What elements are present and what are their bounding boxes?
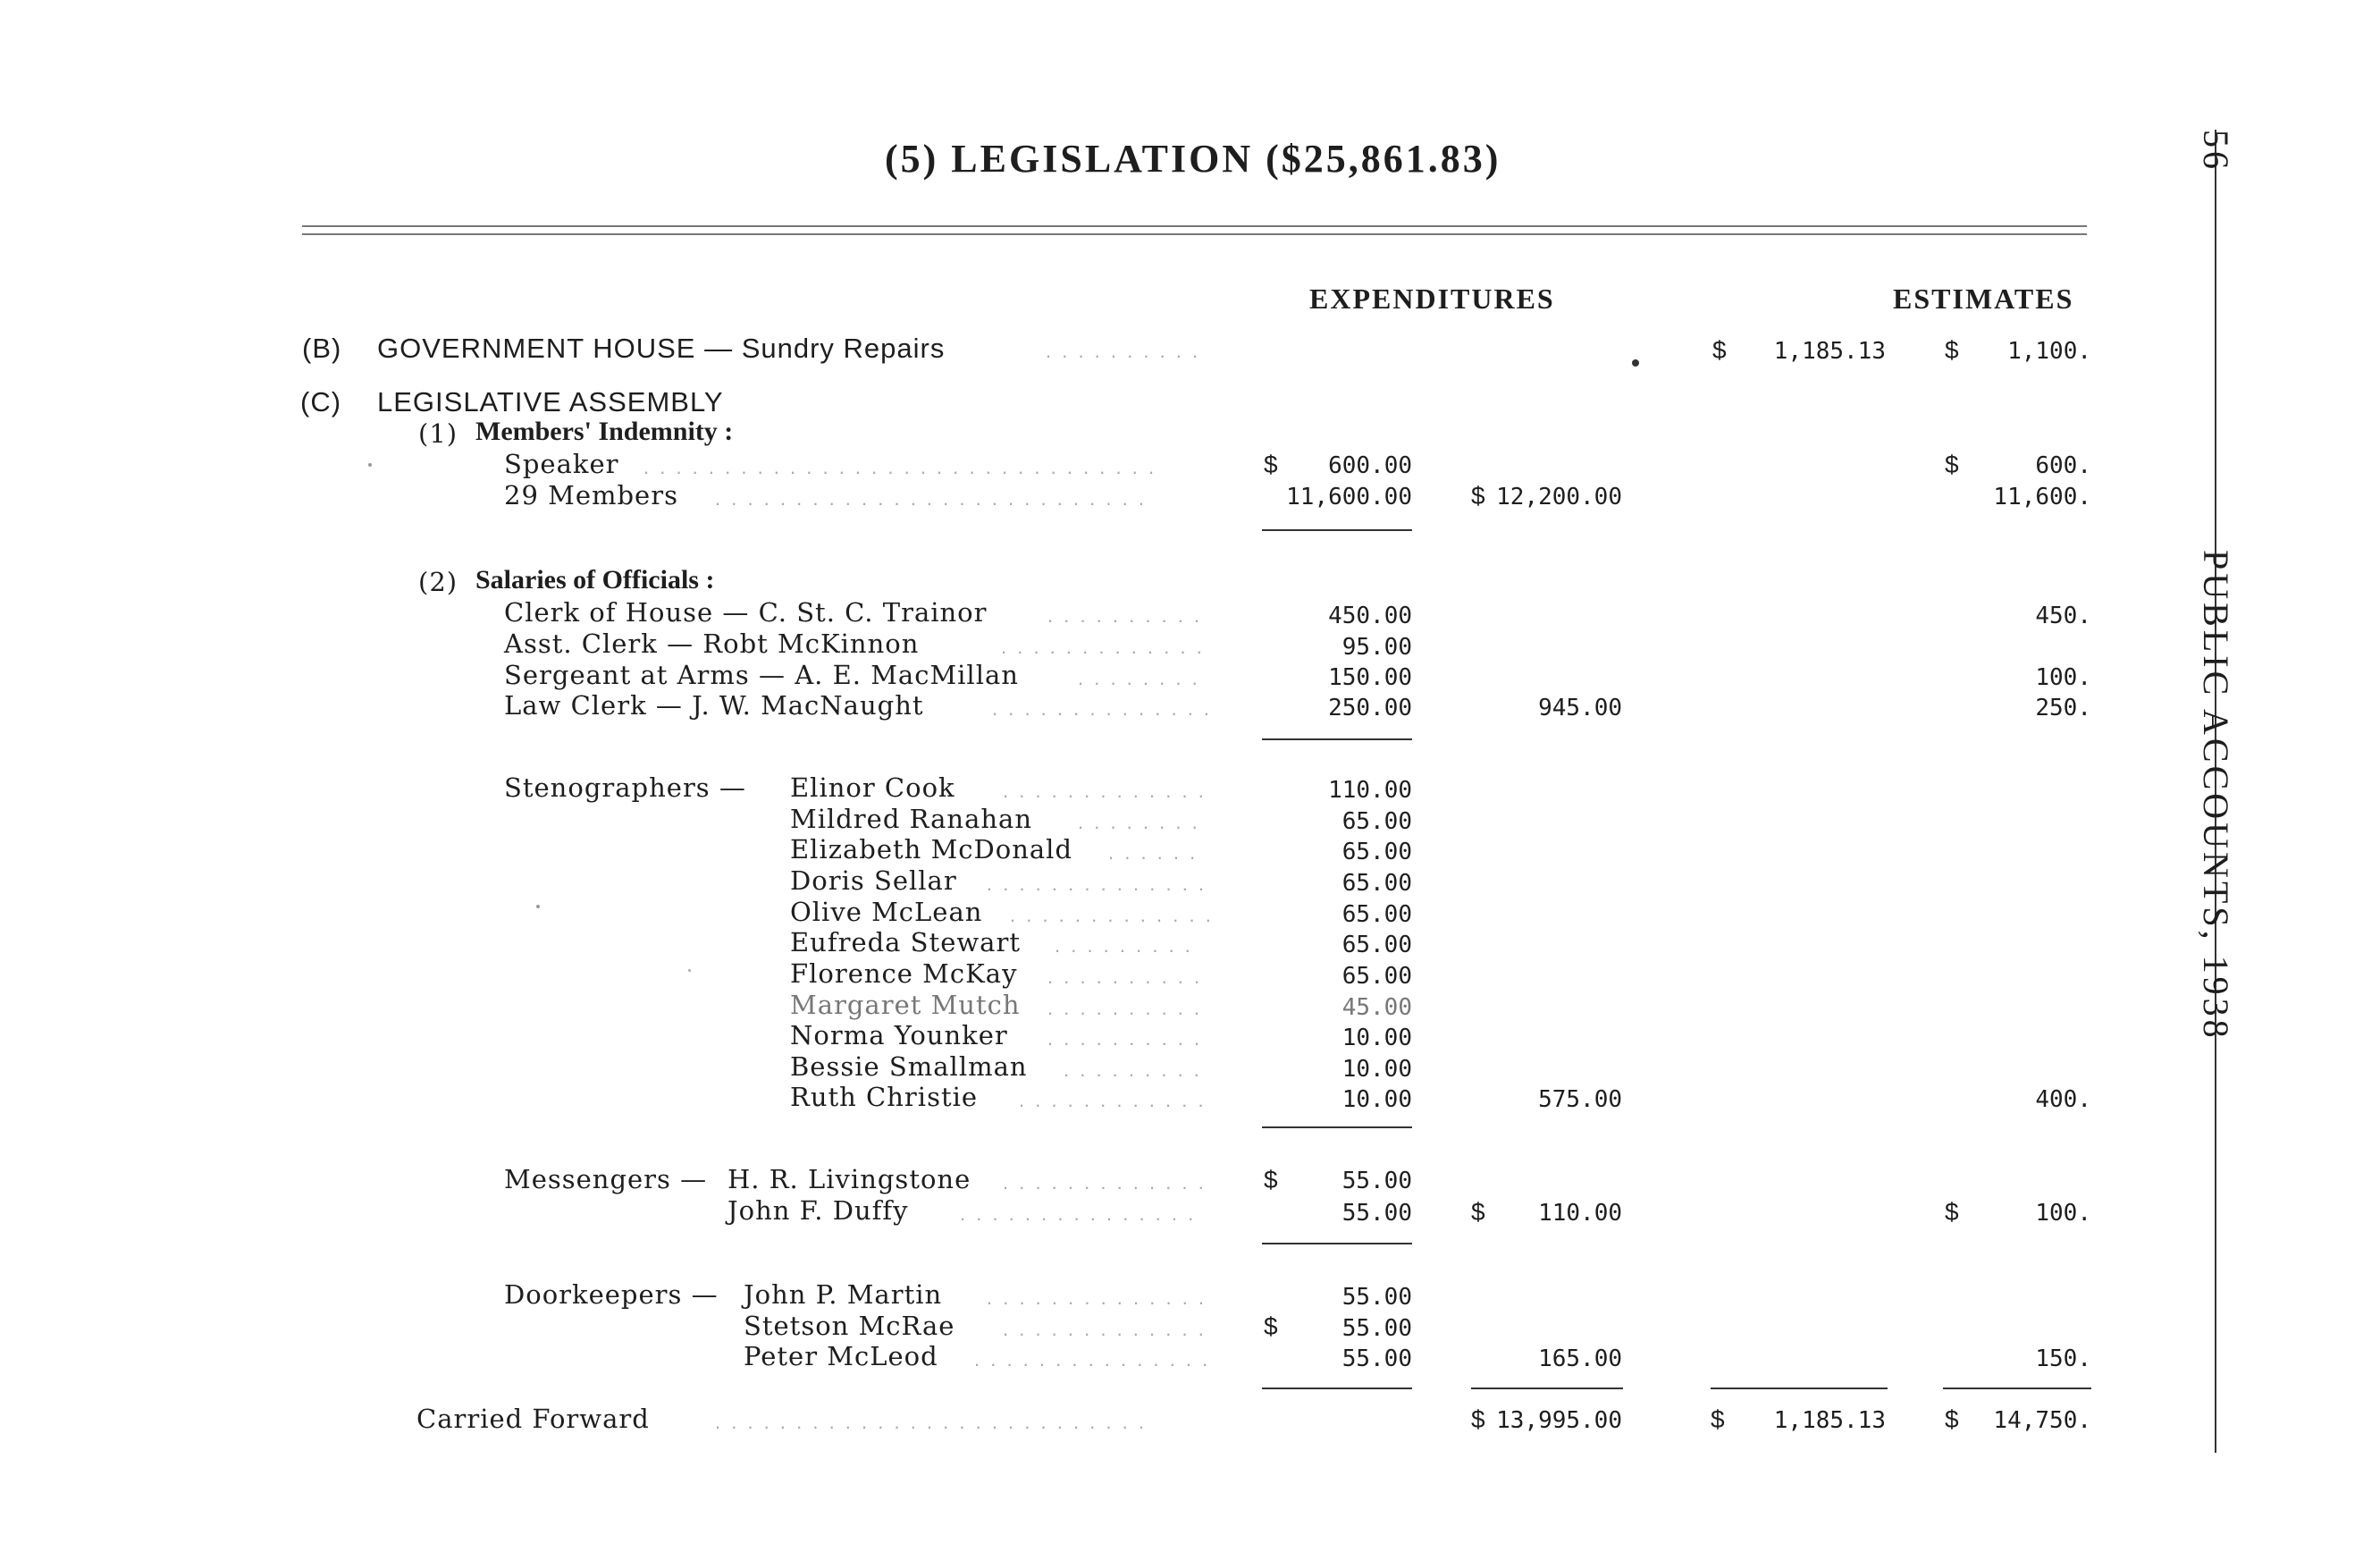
members-amount: 11,600.00 [1286,484,1412,510]
stenographer-amount: 65.00 [1341,870,1412,897]
messengers-label: Messengers — [504,1164,708,1194]
ink-speck [1632,359,1639,367]
officials-heading-number: (2) [418,567,458,597]
members-heading: Members' Indemnity : [475,417,734,446]
doorkeeper-name: Peter McLeod [744,1341,938,1371]
stenographer-name: Bessie Smallman [790,1051,1028,1082]
dollar-sign: $ [1712,336,1727,364]
leader-dots: . . . . . . . . . . . . . . [992,697,1213,720]
messenger-amount: 55.00 [1341,1200,1412,1227]
carried-forward-b-total: 1,185.13 [1773,1407,1886,1434]
dollar-sign: $ [1945,451,1959,478]
stenographer-amount: 65.00 [1341,808,1412,835]
subtotal-rule [1262,738,1412,740]
doorkeepers-label: Doorkeepers — [504,1279,719,1310]
leader-dots: . . . . . . . . . . . . . . . . . . . . . . . . . . . . . . . . [643,456,1157,478]
leader-dots: . . . . . . . . [1078,667,1200,689]
page-title: (5) LEGISLATION ($25,861.83) [885,137,1501,181]
officials-subtotal: 945.00 [1538,695,1622,721]
stenographer-name: Norma Younker [790,1020,1008,1050]
stenographers-label: Stenographers — [504,772,746,803]
title-rule-bottom [302,233,2087,235]
leader-dots: . . . . . . . . . . [1047,966,1203,988]
official-label: Sergeant at Arms — A. E. MacMillan [504,660,1019,690]
speaker-label: Speaker [504,449,619,479]
leader-dots: . . . . . . [1108,841,1198,864]
official-amount: 150.00 [1328,664,1412,691]
leader-dots: . . . . . . . . . . . . . . . [974,1348,1211,1371]
total-rule [1471,1388,1623,1389]
running-head: PUBLIC ACCOUNTS, 1938 [2196,550,2236,1042]
official-label: Law Clerk — J. W. MacNaught [504,690,924,721]
doorkeeper-amount: 55.00 [1341,1284,1412,1311]
dollar-sign: $ [1471,482,1485,510]
leader-dots: . . . . . . . . . . [1047,1027,1203,1050]
members-heading-number: (1) [418,418,458,449]
dollar-sign: $ [1945,1405,1959,1433]
stenographers-subtotal: 575.00 [1538,1086,1622,1113]
subtotal-rule [1262,1243,1412,1244]
ink-speck [688,969,691,972]
messengers-estimate: 100. [2035,1200,2091,1227]
messenger-name: John F. Duffy [727,1195,909,1226]
official-label: Clerk of House — C. St. C. Trainor [504,597,988,628]
section-b-title: GOVERNMENT HOUSE — Sundry Repairs [377,333,946,364]
stenographer-name: Elizabeth McDonald [790,834,1073,865]
section-b-total: 1,185.13 [1773,338,1886,365]
stenographer-amount: 10.00 [1341,1025,1412,1051]
speaker-estimate: 600. [2035,452,2091,479]
messenger-name: H. R. Livingstone [727,1164,971,1194]
ink-speck [536,905,540,908]
leader-dots: . . . . . . . . . . . . . [1003,780,1207,802]
messenger-amount: 55.00 [1341,1168,1412,1194]
speaker-amount: 600.00 [1328,452,1412,479]
stenographer-name: Elinor Cook [790,772,955,803]
official-estimate: 100. [2035,664,2091,691]
estimates-header: ESTIMATES [1893,283,2074,315]
title-rule-top [302,225,2087,227]
officials-heading: Salaries of Officials : [475,565,715,595]
dollar-sign: $ [1945,1198,1959,1226]
leader-dots: . . . . . . . . . . . . [1019,1089,1207,1111]
section-c-letter: (C) [300,386,342,418]
leader-dots: . . . . . . . . . . [1047,604,1203,627]
dollar-sign: $ [1264,1312,1278,1340]
doorkeepers-subtotal: 165.00 [1538,1345,1622,1372]
leader-dots: . . . . . . . . [1078,811,1200,833]
dollar-sign: $ [1711,1405,1725,1433]
stenographer-amount: 45.00 [1341,994,1412,1021]
expenditures-header: EXPENDITURES [1309,283,1555,315]
stenographer-amount: 65.00 [1341,932,1412,958]
page-number: 56 [2196,130,2236,173]
dollar-sign: $ [1471,1405,1485,1433]
total-rule [1262,1388,1412,1389]
leader-dots: . . . . . . . . . . . . . [1010,904,1214,926]
stenographer-amount: 65.00 [1341,839,1412,865]
stenographer-name: Ruth Christie [790,1082,979,1112]
leader-dots: . . . . . . . . . [1064,1059,1202,1081]
leader-dots: . . . . . . . . . . . . . [1001,636,1205,658]
official-amount: 95.00 [1341,634,1412,661]
doorkeeper-amount: 55.00 [1341,1345,1412,1372]
stenographer-name: Doris Sellar [790,865,957,896]
dollar-sign: $ [1264,1166,1278,1194]
doorkeeper-name: Stetson McRae [744,1311,955,1341]
dollar-sign: $ [1945,336,1959,364]
leader-dots: . . . . . . . . . . . . . . . . . . . . . . . . . . . [715,1411,1147,1433]
leader-dots: . . . . . . . . . . . . . [1003,1318,1207,1340]
stenographer-amount: 110.00 [1328,777,1412,804]
official-amount: 450.00 [1328,603,1412,629]
official-estimate: 250. [2035,695,2091,721]
leader-dots: . . . . . . . . . . [1047,997,1203,1019]
leader-dots: . . . . . . . . . . . . . . . . . . . . . . . . . . . [715,487,1147,510]
members-subtotal: 12,200.00 [1496,484,1622,510]
official-label: Asst. Clerk — Robt McKinnon [504,628,920,659]
carried-forward-expenditures: 13,995.00 [1496,1407,1622,1434]
stenographer-name: Mildred Ranahan [790,804,1033,834]
stenographer-amount: 10.00 [1341,1086,1412,1113]
section-b-estimate: 1,100. [2007,338,2091,365]
dollar-sign: $ [1264,451,1278,478]
carried-forward-label: Carried Forward [416,1404,650,1434]
subtotal-rule [1262,529,1412,531]
subtotal-rule [1262,1126,1412,1128]
section-b-letter: (B) [302,333,342,364]
stenographers-estimate: 400. [2035,1086,2091,1113]
stenographer-name: Florence McKay [790,958,1018,989]
leader-dots: . . . . . . . . . . . . . . [987,873,1207,895]
messengers-subtotal: 110.00 [1538,1200,1622,1227]
stenographer-name: Olive McLean [790,897,983,927]
members-label: 29 Members [504,480,678,510]
stenographer-name: Margaret Mutch [790,990,1021,1020]
stenographer-amount: 10.00 [1341,1056,1412,1083]
stenographer-name: Eufreda Stewart [790,927,1021,957]
doorkeeper-amount: 55.00 [1341,1315,1412,1342]
total-rule [1943,1388,2091,1389]
ink-speck [368,463,372,467]
leader-dots: . . . . . . . . . . . . . [1003,1171,1207,1194]
official-amount: 250.00 [1328,695,1412,721]
section-c-title: LEGISLATIVE ASSEMBLY [377,386,724,418]
leader-dots: . . . . . . . . . . . . . . [987,1286,1207,1309]
leader-dots: . . . . . . . . . [1055,934,1193,957]
doorkeeper-name: John P. Martin [744,1279,943,1310]
carried-forward-estimates: 14,750. [1993,1407,2091,1434]
official-estimate: 450. [2035,603,2091,629]
leader-dots: . . . . . . . . . . . . . . . [960,1202,1197,1225]
total-rule [1711,1388,1888,1389]
members-estimate: 11,600. [1993,484,2091,510]
stenographer-amount: 65.00 [1341,901,1412,928]
leader-dots: . . . . . . . . . . [1046,340,1201,362]
stenographer-amount: 65.00 [1341,963,1412,990]
doorkeepers-estimate: 150. [2035,1345,2091,1372]
dollar-sign: $ [1471,1198,1485,1226]
